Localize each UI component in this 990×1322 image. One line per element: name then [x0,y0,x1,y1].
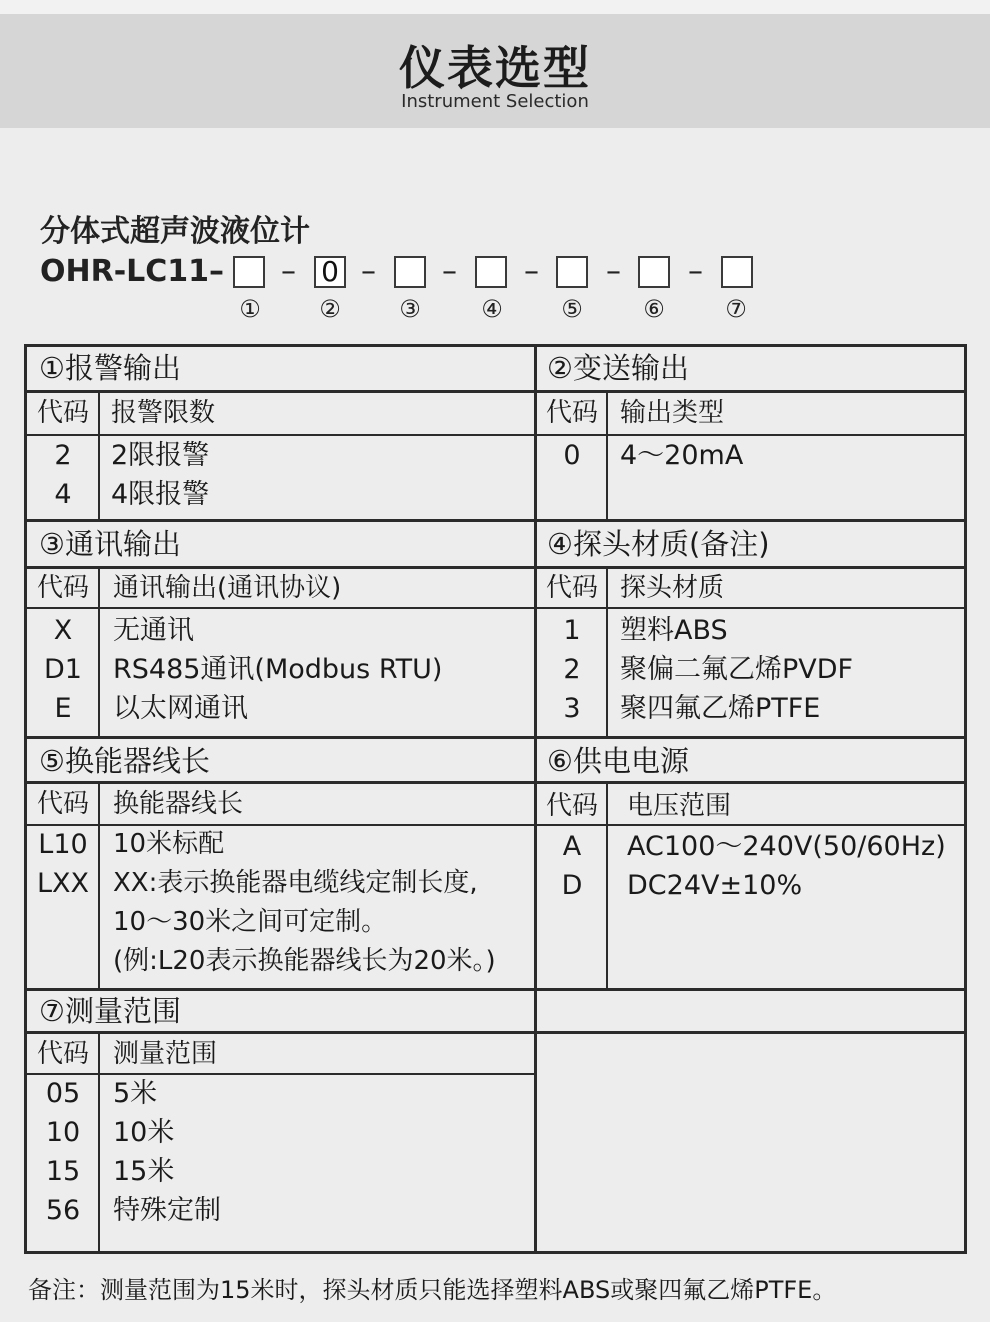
table-row-desc: DC24V±10% [627,870,803,901]
slot-7-label: ⑦ [725,295,747,323]
col-header-code: 代码 [545,573,598,603]
table-row-code: E [54,693,72,724]
table-row-desc: 塑料ABS [620,615,728,646]
product-name: 分体式超声波液位计 [40,214,310,249]
table-row-desc: 以太网通讯 [113,693,248,724]
col-header-desc: 通讯输出(通讯协议) [113,573,342,603]
slot-5-label: ⑤ [561,295,583,323]
selection-table [24,344,967,1254]
page-subtitle: Instrument Selection [401,91,589,112]
col-header-code: 代码 [36,573,89,603]
table-row-code: 10 [45,1117,81,1148]
table-row-code: 2 [563,654,581,685]
slot-separator: – [361,254,376,289]
col-header-code: 代码 [36,1039,89,1069]
slot-2-label: ② [319,295,341,323]
table-row-code: 56 [45,1195,81,1226]
row-divider [27,988,964,991]
section-range-title: ⑦测量范围 [39,994,181,1028]
footnote: 备注：测量范围为15米时，探头材质只能选择塑料ABS或聚四氟乙烯PTFE。 [28,1276,837,1304]
table-row-code: 2 [54,440,72,471]
section-probe-title: ④探头材质(备注) [547,527,770,561]
col-header-desc: 输出类型 [620,398,725,428]
col-header-code: 代码 [36,398,89,428]
table-row-code: A [562,831,582,862]
table-row-code: 3 [563,693,581,724]
slot-3-box[interactable] [394,256,426,288]
section-alarm-title: ①报警输出 [39,351,181,385]
slot-separator: – [281,254,296,289]
table-row-desc: RS485通讯(Modbus RTU) [113,654,443,685]
table-row-desc: 5米 [113,1078,158,1109]
row-divider [27,1073,534,1075]
table-row-code: L10 [38,829,88,860]
col-header-code: 代码 [545,398,598,428]
table-row-desc: 4～20mA [620,440,744,471]
slot-6-box[interactable] [638,256,670,288]
slot-5-box[interactable] [556,256,588,288]
col-header-desc: 测量范围 [113,1039,218,1069]
table-row-desc: 15米 [113,1156,175,1187]
row-divider [27,781,964,784]
table-row-desc: 特殊定制 [113,1195,221,1226]
slot-4-box[interactable] [475,256,507,288]
table-row-desc: (例:L20表示换能器线长为20米。) [113,946,496,976]
slot-6-label: ⑥ [643,295,665,323]
table-row-desc: XX:表示换能器电缆线定制长度, [113,868,478,898]
table-row-desc: 10米标配 [113,829,225,859]
slot-2-box[interactable]: 0 [314,256,346,288]
table-row-desc: AC100～240V(50/60Hz) [627,831,946,862]
table-row-desc: 2限报警 [111,440,210,471]
slot-1-label: ① [239,295,261,323]
slot-4-label: ④ [481,295,503,323]
page-title: 仪表选型 [399,41,591,95]
table-row-code: 0 [563,440,581,471]
col-header-desc: 探头材质 [620,573,725,603]
slot-separator: – [688,254,703,289]
table-row-code: 15 [45,1156,81,1187]
table-row-code: 05 [45,1078,81,1109]
row-divider [27,736,964,739]
row-divider [27,519,964,522]
table-row-desc: 聚偏二氟乙烯PVDF [620,654,854,685]
section-transmit-title: ②变送输出 [547,351,689,385]
table-row-code: D1 [44,654,82,685]
slot-7-box[interactable] [721,256,753,288]
table-row-code: 1 [563,615,581,646]
table-row-desc: 4限报警 [111,479,210,510]
col-header-code: 代码 [545,791,598,821]
table-row-code: X [53,615,73,646]
row-divider [27,390,964,393]
slot-3-label: ③ [399,295,421,323]
table-row-desc: 10～30米之间可定制。 [113,907,388,937]
col-header-desc: 报警限数 [111,398,216,428]
section-cable-title: ⑤换能器线长 [39,744,210,778]
slot-separator: – [442,254,457,289]
table-row-code: 4 [54,479,72,510]
col-header-code: 代码 [36,789,89,819]
top-strip [0,0,990,14]
slot-separator: – [524,254,539,289]
table-row-code: LXX [36,868,90,899]
table-row-desc: 无通讯 [113,615,194,646]
table-row-desc: 聚四氟乙烯PTFE [620,693,821,724]
model-prefix: OHR-LC11– [40,254,225,289]
col-header-desc: 电压范围 [627,791,732,821]
slot-1-box[interactable] [233,256,265,288]
header-banner [0,14,990,128]
section-power-title: ⑥供电电源 [547,744,689,778]
table-row-code: D [561,870,583,901]
section-comm-title: ③通讯输出 [39,527,181,561]
row-divider [27,1031,964,1034]
col-header-desc: 换能器线长 [113,789,244,819]
slot-separator: – [606,254,621,289]
table-row-desc: 10米 [113,1117,175,1148]
